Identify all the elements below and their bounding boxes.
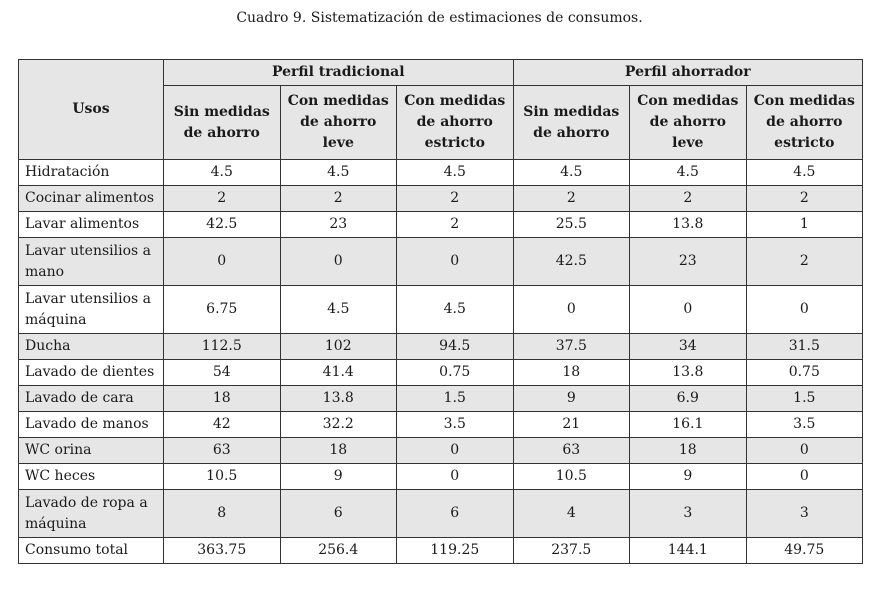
table-cell: 0 — [397, 238, 514, 286]
table-cell: 34 — [630, 334, 747, 360]
row-label: Lavar alimentos — [19, 212, 164, 238]
table-cell: 1 — [746, 212, 863, 238]
table-cell: 0 — [746, 464, 863, 490]
table-cell: 42 — [164, 412, 281, 438]
table-cell: 1.5 — [397, 386, 514, 412]
table-cell: 0 — [630, 286, 747, 334]
row-label: Consumo total — [19, 538, 164, 564]
table-cell: 3 — [630, 490, 747, 538]
table-cell: 13.8 — [630, 212, 747, 238]
table-cell: 4.5 — [397, 160, 514, 186]
table-cell: 42.5 — [513, 238, 630, 286]
table-cell: 4.5 — [746, 160, 863, 186]
table-cell: 13.8 — [630, 360, 747, 386]
row-label: Ducha — [19, 334, 164, 360]
table-cell: 21 — [513, 412, 630, 438]
table-cell: 4.5 — [397, 286, 514, 334]
table-cell: 2 — [397, 186, 514, 212]
table-cell: 10.5 — [513, 464, 630, 490]
table-cell: 0 — [397, 438, 514, 464]
table-cell: 18 — [513, 360, 630, 386]
table-row — [19, 438, 863, 464]
table-cell: 2 — [746, 238, 863, 286]
table-cell: 4.5 — [630, 160, 747, 186]
table-cell: 6 — [280, 490, 397, 538]
row-label: WC heces — [19, 464, 164, 490]
table-cell: 54 — [164, 360, 281, 386]
total-row — [19, 538, 863, 564]
table-cell: 2 — [164, 186, 281, 212]
table-cell: 0 — [164, 238, 281, 286]
table-cell: 18 — [164, 386, 281, 412]
column-header: Con medidas de ahorro leve — [630, 86, 747, 160]
table-header — [19, 60, 863, 160]
table-cell: 237.5 — [513, 538, 630, 564]
table-cell: 2 — [397, 212, 514, 238]
table-caption: Cuadro 9. Sistematización de estimaciones de consumos. — [236, 10, 643, 26]
table-cell: 3 — [746, 490, 863, 538]
table-cell: 63 — [164, 438, 281, 464]
table-cell: 256.4 — [280, 538, 397, 564]
table-cell: 4.5 — [280, 286, 397, 334]
table-cell: 102 — [280, 334, 397, 360]
table-row — [19, 286, 863, 334]
group-header-ahorrador: Perfil ahorrador — [513, 60, 863, 86]
usos-header: Usos — [19, 60, 164, 160]
table-cell: 9 — [513, 386, 630, 412]
row-label: Hidratación — [19, 160, 164, 186]
group-header-tradicional: Perfil tradicional — [164, 60, 514, 86]
table-cell: 9 — [280, 464, 397, 490]
column-header: Sin medidas de ahorro — [164, 86, 281, 160]
table-cell: 363.75 — [164, 538, 281, 564]
row-label: WC orina — [19, 438, 164, 464]
table-cell: 94.5 — [397, 334, 514, 360]
table-cell: 10.5 — [164, 464, 281, 490]
table-cell: 9 — [630, 464, 747, 490]
table-row — [19, 334, 863, 360]
table-cell: 3.5 — [397, 412, 514, 438]
table-cell: 18 — [280, 438, 397, 464]
table-cell: 31.5 — [746, 334, 863, 360]
table-cell: 1.5 — [746, 386, 863, 412]
table-cell: 42.5 — [164, 212, 281, 238]
table-cell: 0.75 — [746, 360, 863, 386]
table-cell: 119.25 — [397, 538, 514, 564]
column-header: Con medidas de ahorro estricto — [397, 86, 514, 160]
table-cell: 13.8 — [280, 386, 397, 412]
table-row — [19, 238, 863, 286]
table-cell: 4.5 — [280, 160, 397, 186]
table-row — [19, 360, 863, 386]
table-row — [19, 386, 863, 412]
table-cell: 25.5 — [513, 212, 630, 238]
consumption-table — [18, 59, 863, 564]
table-cell: 4.5 — [513, 160, 630, 186]
row-label: Lavado de manos — [19, 412, 164, 438]
table-cell: 6.75 — [164, 286, 281, 334]
table-cell: 0 — [746, 438, 863, 464]
table-cell: 32.2 — [280, 412, 397, 438]
table-body — [19, 160, 863, 564]
table-cell: 8 — [164, 490, 281, 538]
table-cell: 63 — [513, 438, 630, 464]
table-cell: 2 — [280, 186, 397, 212]
table-cell: 2 — [746, 186, 863, 212]
table-cell: 0.75 — [397, 360, 514, 386]
table-cell: 144.1 — [630, 538, 747, 564]
table-cell: 49.75 — [746, 538, 863, 564]
row-label: Cocinar alimentos — [19, 186, 164, 212]
table-cell: 4 — [513, 490, 630, 538]
row-label: Lavado de cara — [19, 386, 164, 412]
column-header: Con medidas de ahorro leve — [280, 86, 397, 160]
table-cell: 37.5 — [513, 334, 630, 360]
row-label: Lavado de ropa a máquina — [19, 490, 164, 538]
column-header: Sin medidas de ahorro — [513, 86, 630, 160]
table-row — [19, 490, 863, 538]
table-cell: 2 — [630, 186, 747, 212]
table-cell: 23 — [280, 212, 397, 238]
table-cell: 16.1 — [630, 412, 747, 438]
table-cell: 0 — [280, 238, 397, 286]
row-label: Lavar utensilios a máquina — [19, 286, 164, 334]
column-header: Con medidas de ahorro estricto — [746, 86, 863, 160]
table-row — [19, 186, 863, 212]
table-row — [19, 464, 863, 490]
table-cell: 41.4 — [280, 360, 397, 386]
table-cell: 112.5 — [164, 334, 281, 360]
table-cell: 6.9 — [630, 386, 747, 412]
table-row — [19, 160, 863, 186]
table-cell: 0 — [513, 286, 630, 334]
table-cell: 18 — [630, 438, 747, 464]
table-cell: 3.5 — [746, 412, 863, 438]
table-cell: 4.5 — [164, 160, 281, 186]
table-cell: 0 — [746, 286, 863, 334]
row-label: Lavar utensilios a mano — [19, 238, 164, 286]
table-cell: 0 — [397, 464, 514, 490]
row-label: Lavado de dientes — [19, 360, 164, 386]
table-cell: 2 — [513, 186, 630, 212]
table-row — [19, 212, 863, 238]
table-row — [19, 412, 863, 438]
table-cell: 23 — [630, 238, 747, 286]
table-cell: 6 — [397, 490, 514, 538]
